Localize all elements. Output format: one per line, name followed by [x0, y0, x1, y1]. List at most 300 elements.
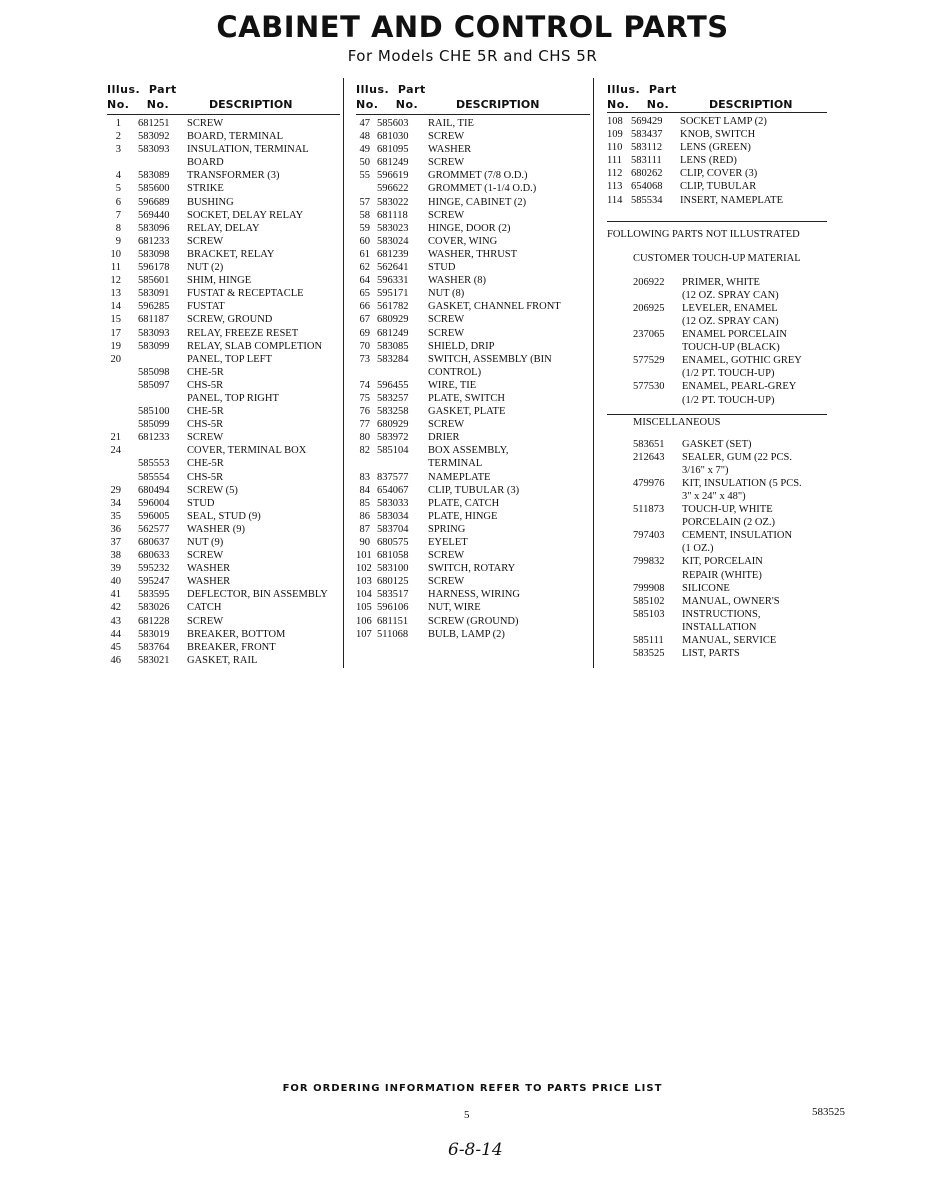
illus-no: 61: [359, 248, 370, 260]
part-no: 585554: [138, 471, 170, 483]
description: PORCELAIN (2 OZ.): [682, 517, 776, 529]
part-row: [356, 444, 590, 457]
description: INSTALLATION: [682, 621, 757, 633]
illus-no: 106: [356, 615, 372, 627]
description: FUSTAT & RECEPTACLE: [187, 288, 304, 300]
description: SWITCH, ASSEMBLY (BIN: [428, 353, 552, 365]
description: CHS-5R: [187, 379, 224, 391]
description: EYELET: [428, 537, 468, 548]
description: CHE-5R: [187, 458, 224, 470]
part-row: [356, 209, 590, 222]
part-row: [107, 484, 340, 497]
description: SCREW: [187, 432, 224, 444]
illus-no: 13: [110, 288, 121, 300]
list-item: [607, 516, 827, 529]
description: SILICONE: [682, 582, 730, 594]
part-row: [107, 196, 340, 209]
part-row: [356, 601, 590, 614]
illus-no: 41: [110, 589, 121, 601]
part-row: [107, 353, 340, 366]
part-no: 583021: [138, 654, 170, 666]
description: SCREW: [428, 209, 465, 221]
description: RAIL, TIE: [428, 118, 474, 129]
illus-no: 101: [356, 550, 372, 562]
description: FUSTAT: [187, 301, 225, 313]
part-row: [107, 366, 340, 379]
part-row: [356, 484, 590, 497]
part-row: [107, 340, 340, 353]
part-row: [107, 169, 340, 182]
description: SCREW: [428, 550, 465, 562]
header-description: DESCRIPTION: [456, 98, 540, 111]
part-no: 583033: [377, 497, 409, 509]
description: SEAL, STUD (9): [187, 510, 261, 522]
part-row: [107, 628, 340, 641]
part-row: [107, 418, 340, 431]
part-no: 680125: [377, 576, 409, 588]
description: INSTRUCTIONS,: [682, 608, 761, 620]
part-no: 583257: [377, 392, 409, 404]
list-item: [607, 569, 827, 582]
page-number: 5: [464, 1109, 470, 1121]
illus-no: 70: [359, 340, 370, 352]
description: HARNESS, WIRING: [428, 589, 520, 601]
header-no: No.: [395, 98, 419, 111]
illus-no: 86: [359, 510, 370, 522]
part-no: 681151: [377, 615, 409, 627]
part-no: 583437: [631, 129, 663, 141]
description: SCREW: [187, 235, 224, 247]
illus-no: 20: [110, 353, 121, 365]
description: ENAMEL PORCELAIN: [682, 329, 787, 341]
description: PLATE, CATCH: [428, 497, 500, 509]
illus-no: 55: [359, 170, 370, 182]
description: HINGE, CABINET (2): [428, 196, 527, 208]
part-row: [356, 156, 590, 169]
part-no: 583089: [138, 170, 170, 182]
illus-no: 57: [359, 196, 370, 208]
description: NUT, WIRE: [428, 602, 481, 614]
description: INSULATION, TERMINAL: [187, 144, 309, 156]
part-row: [356, 628, 590, 641]
description: BREAKER, BOTTOM: [187, 628, 286, 640]
illus-no: 112: [607, 168, 623, 180]
list-item: [607, 477, 827, 490]
part-no: 585601: [138, 275, 170, 287]
part-row: [356, 274, 590, 287]
illus-no: 87: [359, 523, 370, 535]
part-row: [107, 222, 340, 235]
description: WIRE, TIE: [428, 379, 477, 391]
part-no: 583111: [631, 155, 662, 167]
part-row: [107, 588, 340, 601]
part-no: 206922: [633, 276, 665, 288]
description: GROMMET (1-1/4 O.D.): [428, 183, 537, 195]
illus-no: 111: [607, 155, 622, 167]
part-no: 596619: [377, 170, 409, 182]
illus-no: 62: [359, 262, 370, 274]
description: SCREW: [428, 131, 465, 143]
list-item: [607, 555, 827, 568]
description: SCREW: [187, 615, 224, 627]
part-row: [107, 156, 340, 169]
illus-no: 108: [607, 116, 623, 127]
description: LIST, PARTS: [682, 648, 740, 660]
document-number: 583525: [812, 1106, 845, 1118]
illus-no: 67: [359, 314, 370, 326]
part-no: 595247: [138, 576, 170, 588]
description: STUD: [187, 497, 215, 509]
description: SCREW: [428, 314, 465, 326]
list-item: [607, 367, 827, 380]
illus-no: 8: [115, 222, 121, 234]
illus-no: 59: [359, 222, 370, 234]
illus-no: 43: [110, 615, 121, 627]
illus-no: 77: [359, 419, 370, 431]
illus-no: 15: [110, 314, 121, 326]
list-item: [607, 608, 827, 621]
part-row: [107, 536, 340, 549]
part-row: [107, 444, 340, 457]
part-row: [356, 130, 590, 143]
illus-no: 2: [115, 131, 121, 143]
illus-no: 105: [356, 602, 372, 614]
part-row: [356, 379, 590, 392]
illus-no: 82: [359, 445, 370, 457]
list-item: [607, 341, 827, 354]
part-no: 596004: [138, 497, 170, 509]
part-no: 569440: [138, 209, 170, 221]
part-no: 585111: [633, 635, 664, 646]
illus-no: 48: [359, 131, 370, 143]
description: PLATE, SWITCH: [428, 392, 505, 404]
column-header: [107, 80, 340, 115]
header-illus: Illus.: [107, 83, 141, 96]
list-item: [607, 464, 827, 477]
parts-list: [107, 117, 340, 667]
part-no: 596106: [377, 602, 409, 614]
description: SCREW: [428, 419, 465, 431]
part-row: [607, 141, 827, 154]
part-no: 585102: [633, 595, 665, 607]
description: SHIELD, DRIP: [428, 340, 495, 352]
part-no: 583093: [138, 327, 170, 339]
description: SCREW: [187, 550, 224, 562]
list-item: [607, 621, 827, 634]
part-no: 237065: [633, 329, 665, 341]
description: PRIMER, WHITE: [682, 276, 760, 288]
description: SCREW: [428, 157, 465, 169]
part-no: 583096: [138, 222, 170, 234]
part-row: [356, 392, 590, 405]
description: REPAIR (WHITE): [682, 569, 762, 581]
part-no: 583595: [138, 589, 170, 601]
part-no: 681233: [138, 432, 170, 444]
illus-no: 40: [110, 576, 121, 588]
description: HINGE, DOOR (2): [428, 222, 511, 234]
description: TOUCH-UP (BLACK): [682, 342, 780, 354]
illus-no: 14: [110, 301, 121, 313]
part-row: [107, 641, 340, 654]
part-no: 585098: [138, 366, 170, 378]
description: SCREW (5): [187, 484, 238, 496]
description: COVER, WING: [428, 235, 498, 247]
header-no: No.: [607, 98, 630, 111]
description: NUT (9): [187, 537, 224, 548]
part-row: [107, 562, 340, 575]
description: INSERT, NAMEPLATE: [680, 194, 784, 206]
description: DEFLECTOR, BIN ASSEMBLY: [187, 589, 328, 601]
illus-no: 19: [110, 340, 121, 352]
part-row: [356, 549, 590, 562]
part-row: [356, 575, 590, 588]
part-row: [107, 300, 340, 313]
description: CLIP, TUBULAR: [680, 181, 757, 193]
misc-heading: MISCELLANEOUS: [633, 416, 721, 428]
page-title: CABINET AND CONTROL PARTS: [216, 10, 729, 44]
part-row: [607, 154, 827, 167]
description: 3" x 24" x 48"): [682, 490, 746, 502]
illus-no: 9: [115, 235, 121, 247]
part-no: 583092: [138, 131, 170, 143]
part-no: 681239: [377, 248, 409, 260]
illus-no: 17: [110, 327, 121, 339]
description: BRACKET, RELAY: [187, 248, 275, 260]
illus-no: 66: [359, 301, 370, 313]
column-header: [607, 80, 827, 113]
part-no: 681030: [377, 131, 409, 143]
header-illus: Illus.: [607, 83, 641, 96]
part-no: 654068: [631, 181, 663, 193]
part-row: [607, 180, 827, 193]
illus-no: 21: [110, 432, 121, 444]
description: BOARD: [187, 157, 224, 169]
part-no: 583099: [138, 340, 170, 352]
description: (1 OZ.): [682, 543, 714, 555]
description: RELAY, FREEZE RESET: [187, 327, 299, 339]
illus-no: 104: [356, 589, 372, 601]
part-row: [356, 117, 590, 130]
part-row: [107, 601, 340, 614]
description: (12 OZ. SPRAY CAN): [682, 315, 779, 327]
list-item: [607, 503, 827, 516]
illus-no: 65: [359, 288, 370, 300]
header-description: DESCRIPTION: [709, 98, 793, 111]
part-no: 583023: [377, 222, 409, 234]
illus-no: 76: [359, 406, 370, 418]
list-item: [607, 315, 827, 328]
description: SPRING: [428, 523, 466, 535]
part-row: [356, 457, 590, 470]
description: BUSHING: [187, 196, 234, 208]
part-no: 583022: [377, 196, 409, 208]
part-row: [107, 261, 340, 274]
part-no: 681233: [138, 235, 170, 247]
divider: [607, 414, 827, 415]
part-row: [607, 167, 827, 180]
part-no: 837577: [377, 471, 409, 483]
illus-no: 107: [356, 628, 372, 640]
description: NAMEPLATE: [428, 471, 491, 483]
illus-no: 58: [359, 209, 370, 221]
header-part: Part: [148, 83, 177, 96]
description: (12 OZ. SPRAY CAN): [682, 289, 779, 301]
part-no: 595171: [377, 288, 409, 300]
illus-no: 39: [110, 563, 121, 575]
illus-no: 46: [110, 654, 121, 666]
part-no: 585603: [377, 118, 409, 129]
list-item: [607, 451, 827, 464]
part-no: 583517: [377, 589, 409, 601]
illus-no: 5: [115, 183, 121, 195]
part-no: 797403: [633, 530, 665, 542]
illus-no: 38: [110, 550, 121, 562]
list-item: [607, 542, 827, 555]
not-illustrated-heading: FOLLOWING PARTS NOT ILLUSTRATED: [607, 228, 800, 240]
description: SHIM, HINGE: [187, 275, 252, 287]
part-row: [107, 497, 340, 510]
description: PANEL, TOP LEFT: [187, 353, 272, 365]
part-row: [356, 143, 590, 156]
list-item: [607, 328, 827, 341]
description: BOX ASSEMBLY,: [428, 445, 509, 457]
illus-no: 11: [110, 262, 121, 274]
illus-no: 35: [110, 510, 121, 522]
part-row: [356, 497, 590, 510]
illus-no: 60: [359, 235, 370, 247]
part-row: [356, 431, 590, 444]
description: GASKET, PLATE: [428, 406, 506, 418]
part-row: [107, 615, 340, 628]
part-no: 680575: [377, 537, 409, 548]
part-row: [356, 615, 590, 628]
part-row: [107, 379, 340, 392]
part-no: 583284: [377, 353, 409, 365]
part-row: [107, 575, 340, 588]
header-part: Part: [648, 83, 677, 96]
divider: [607, 221, 827, 222]
illus-no: 83: [359, 471, 370, 483]
part-no: 583651: [633, 438, 665, 450]
description: BOARD, TERMINAL: [187, 131, 284, 143]
parts-column-3: [607, 80, 827, 660]
parts-column-1: [107, 80, 340, 667]
list-item: [607, 582, 827, 595]
part-no: 583525: [633, 648, 665, 660]
part-no: 595232: [138, 563, 170, 575]
part-no: 583026: [138, 602, 170, 614]
part-row: [607, 194, 827, 207]
description: WASHER: [187, 563, 231, 575]
header-no: No.: [646, 98, 670, 111]
part-no: 799832: [633, 556, 665, 568]
part-no: 569429: [631, 116, 663, 127]
list-item: [607, 354, 827, 367]
description: SEALER, GUM (22 PCS.: [682, 451, 792, 463]
illus-no: 75: [359, 392, 370, 404]
misc-list: [607, 438, 827, 661]
part-no: 596005: [138, 510, 170, 522]
part-no: 681058: [377, 550, 409, 562]
part-row: [356, 182, 590, 195]
part-row: [356, 300, 590, 313]
description: WASHER (8): [428, 275, 487, 287]
part-no: 680637: [138, 537, 170, 548]
illus-no: 110: [607, 142, 623, 154]
description: NUT (8): [428, 288, 465, 300]
description: SWITCH, ROTARY: [428, 563, 516, 575]
part-no: 479976: [633, 477, 665, 489]
list-item: [607, 438, 827, 451]
description: SCREW: [187, 118, 224, 129]
description: COVER, TERMINAL BOX: [187, 445, 307, 457]
part-row: [107, 143, 340, 156]
column-divider: [343, 78, 344, 668]
part-row: [356, 287, 590, 300]
part-no: 585600: [138, 183, 170, 195]
part-row: [107, 457, 340, 470]
part-row: [107, 549, 340, 562]
part-no: 596178: [138, 262, 170, 274]
part-row: [107, 235, 340, 248]
part-row: [356, 261, 590, 274]
part-row: [107, 510, 340, 523]
part-no: 680262: [631, 168, 663, 180]
part-row: [356, 235, 590, 248]
part-no: 681251: [138, 118, 170, 129]
illus-no: 49: [359, 144, 370, 156]
description: ENAMEL, PEARL-GREY: [682, 381, 797, 393]
part-row: [356, 196, 590, 209]
illus-no: 50: [359, 157, 370, 169]
header-part: Part: [397, 83, 426, 96]
touchup-heading: CUSTOMER TOUCH-UP MATERIAL: [633, 252, 801, 264]
illus-no: 4: [115, 170, 121, 182]
list-item: [607, 647, 827, 660]
part-no: 585103: [633, 608, 665, 620]
description: SCREW (GROUND): [428, 615, 519, 627]
part-row: [356, 353, 590, 366]
handwritten-date: 6-8-14: [448, 1140, 503, 1160]
part-row: [107, 654, 340, 667]
illus-no: 73: [359, 353, 370, 365]
illus-no: 44: [110, 628, 121, 640]
description: RELAY, DELAY: [187, 222, 260, 234]
part-no: 596331: [377, 275, 409, 287]
part-no: 206925: [633, 302, 665, 314]
part-no: 511068: [377, 628, 409, 640]
illus-no: 47: [359, 118, 370, 129]
list-item: [607, 289, 827, 302]
part-row: [107, 248, 340, 261]
description: BULB, LAMP (2): [428, 628, 505, 640]
part-no: 562577: [138, 523, 170, 535]
part-no: 583093: [138, 144, 170, 156]
part-no: 596285: [138, 301, 170, 313]
illus-no: 74: [359, 379, 370, 391]
part-row: [356, 588, 590, 601]
description: DRIER: [428, 432, 460, 444]
description: MANUAL, OWNER'S: [682, 595, 780, 607]
description: (1/2 PT. TOUCH-UP): [682, 394, 775, 406]
part-row: [107, 117, 340, 130]
illus-no: 1: [115, 118, 121, 129]
part-no: 577530: [633, 381, 665, 393]
part-row: [356, 471, 590, 484]
header-illus: Illus.: [356, 83, 390, 96]
list-item: [607, 302, 827, 315]
part-no: 681118: [377, 209, 408, 221]
